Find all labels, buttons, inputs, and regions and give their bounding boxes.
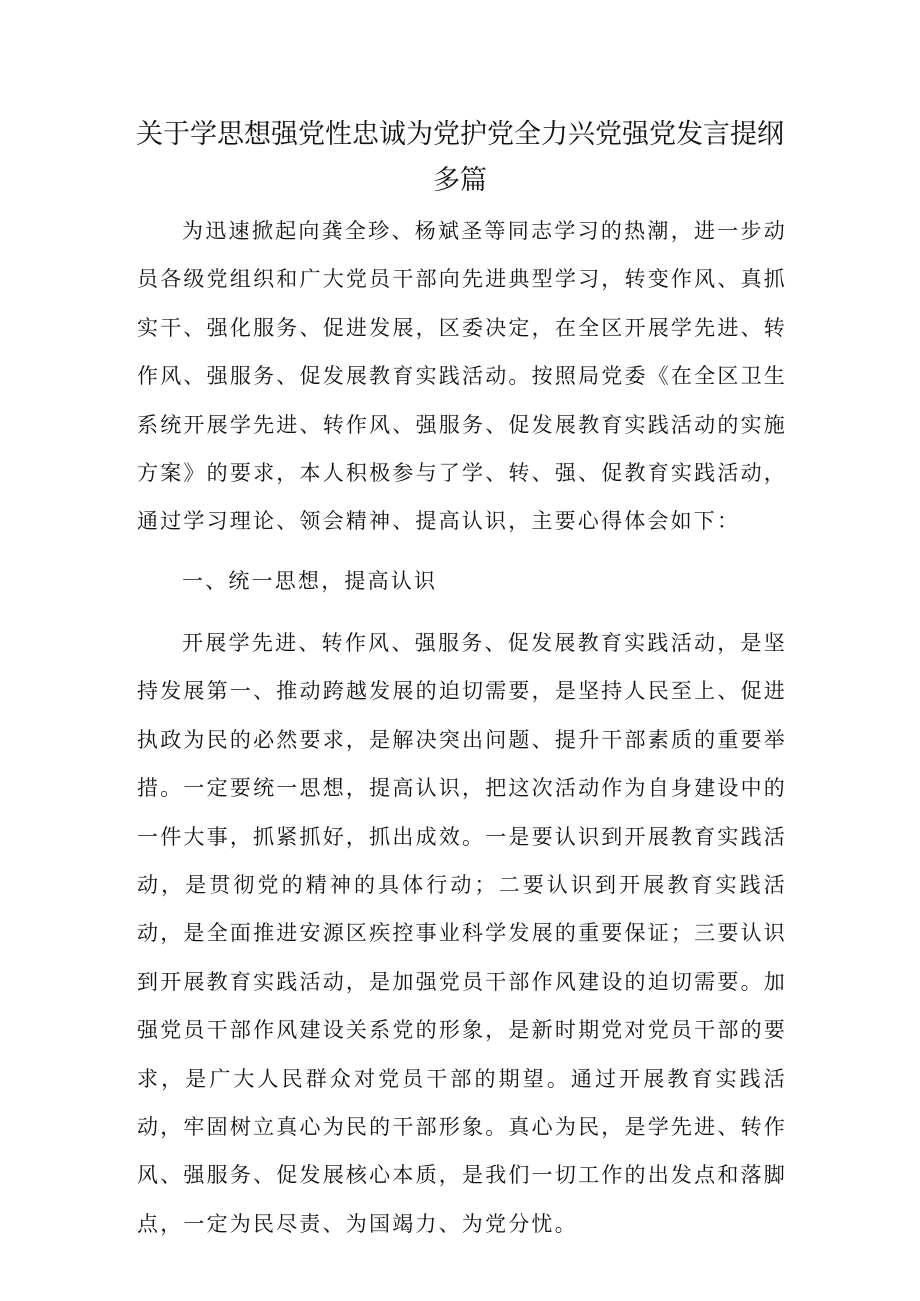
section-paragraph: 开展学先进、转作风、强服务、促发展教育实践活动，是坚持发展第一、推动跨越发展的迫切需要，是坚持人民至上、促进执政为民的必然要求，是解决突出问题、提升干部素质的重要举措。一定要统一思想，提高认识，把这次活动作为自身建设中的一件大事，抓紧抓好，抓出成效。一是要认识到开展教育实践活动，是贯彻党的精神的具体行动；二要认识到开展教育实践活动，是全面推进安源区疾控事业科学发展的重要保证；三要认识到开展教育实践活动，是加强党员干部作风建设的迫切需要。加强党员干部作风建设关系党的形象，是新时期党对党员干部的要求，是广大人民群众对党员干部的期望。通过开展教育实践活动，牢固树立真心为民的干部形象。真心为民，是学先进、转作风、强服务、促发展核心本质，是我们一切工作的出发点和落脚点，一定为民尽责、为国竭力、为党分忧。 bbox=[137, 631, 787, 1236]
section-heading: 一、统一思想，提高认识 bbox=[182, 569, 438, 593]
document-title: 关于学思想强党性忠诚为党护党全力兴党强党发言提纲多篇 bbox=[136, 119, 784, 196]
intro-paragraph: 为迅速掀起向龚全珍、杨斌圣等同志学习的热潮，进一步动员各级党组织和广大党员干部向先进典型学习，转变作风、真抓实干、强化服务、促进发展，区委决定，在全区开展学先进、转作风、强服务、促发展教育实践活动。按照局党委《在全区卫生系统开展学先进、转作风、强服务、促发展教育实践活动的实施方案》的要求，本人积极参与了学、转、强、促教育实践活动，通过学习理论、领会精神、提高认识，主要心得体会如下： bbox=[137, 219, 787, 534]
